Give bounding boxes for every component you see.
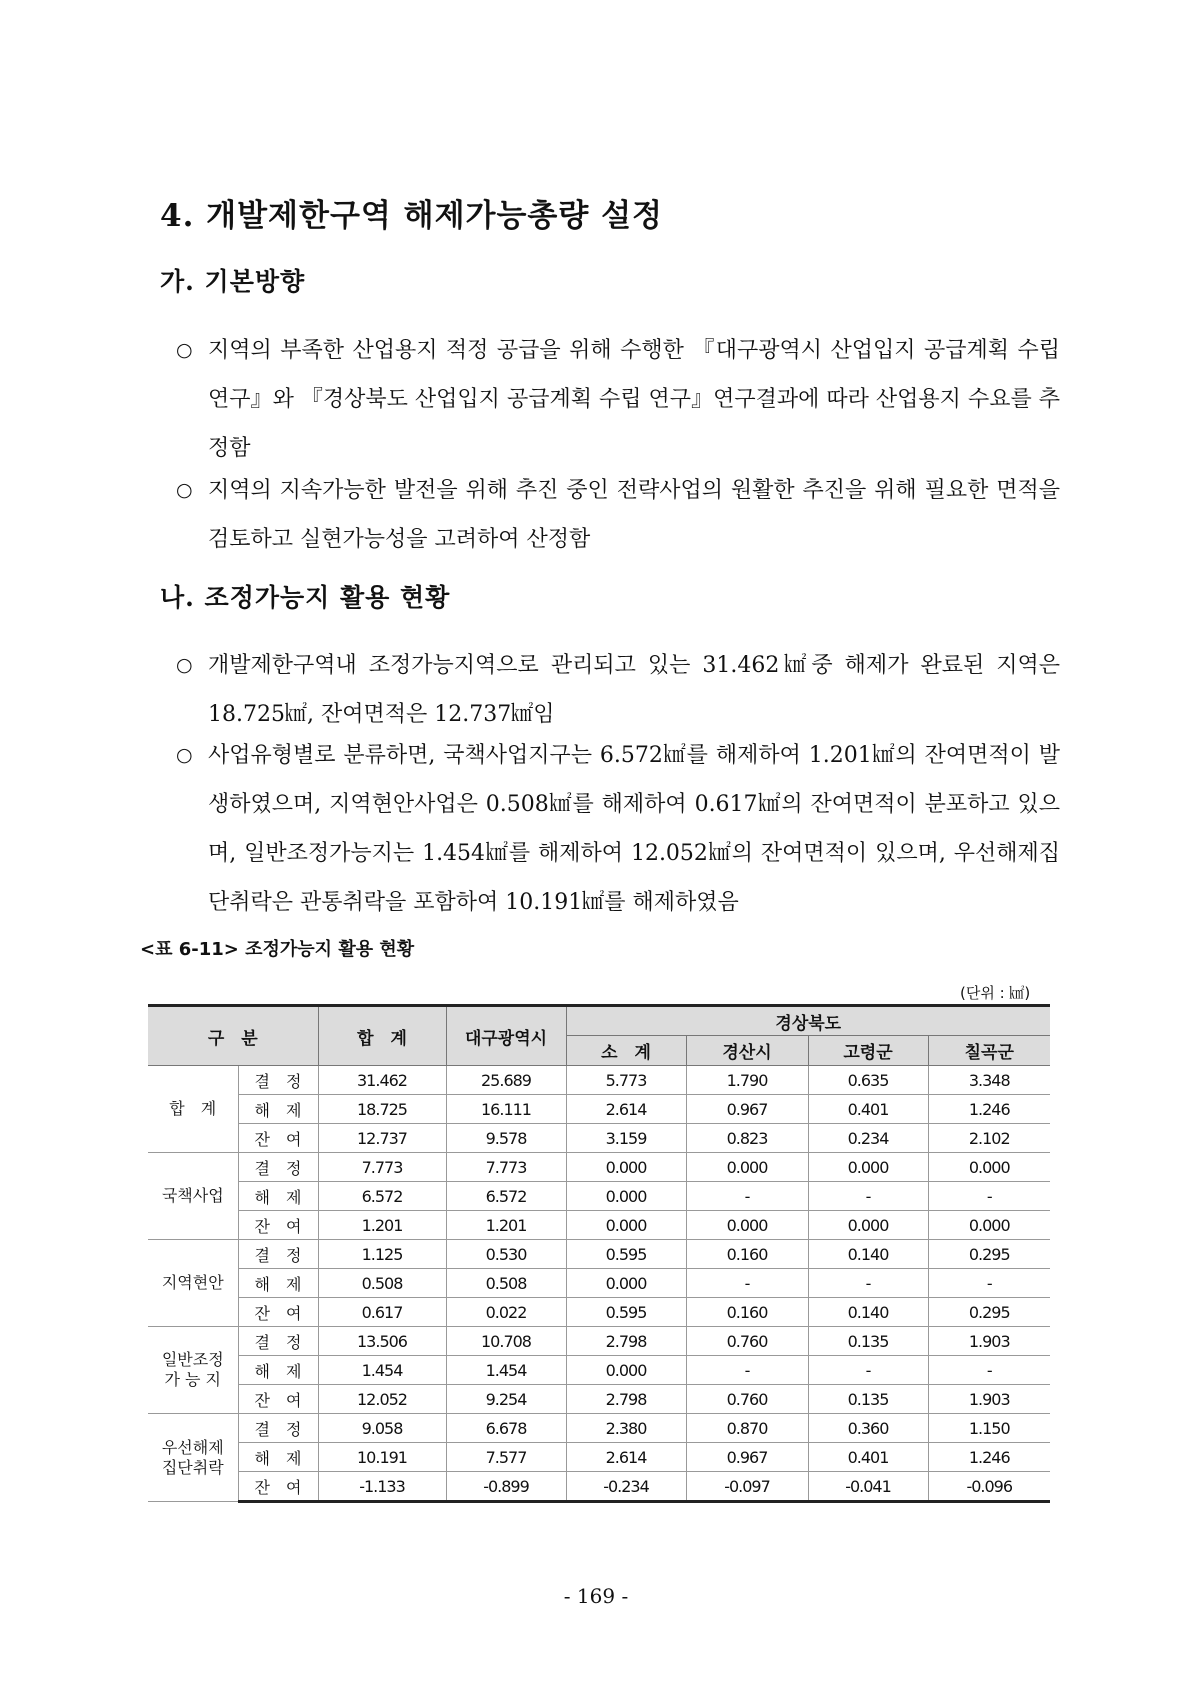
table-cell: 2.380	[566, 1414, 686, 1443]
group-label: 지역현안	[148, 1240, 238, 1327]
table-cell: -	[686, 1182, 808, 1211]
table-row	[148, 1095, 1050, 1124]
table-cell: -	[808, 1269, 928, 1298]
table-cell: 1.201	[318, 1211, 446, 1240]
table-cell: 0.000	[566, 1182, 686, 1211]
bullet-circle: ○	[176, 744, 193, 766]
table-cell: 2.614	[566, 1443, 686, 1472]
table-row	[148, 1240, 1050, 1269]
table-cell: 2.798	[566, 1385, 686, 1414]
table-cell: 1.201	[446, 1211, 566, 1240]
bullet-circle: ○	[176, 479, 193, 501]
header-chilgok: 칠곡군	[928, 1036, 1050, 1066]
table-cell: 1.454	[318, 1356, 446, 1385]
table-cell: 6.572	[446, 1182, 566, 1211]
header-total: 합 계	[318, 1006, 446, 1066]
table-cell: 0.530	[446, 1240, 566, 1269]
table-cell: -0.096	[928, 1472, 1050, 1502]
row-label: 잔 여	[238, 1211, 318, 1240]
group-label: 국책사업	[148, 1153, 238, 1240]
table-cell: 3.348	[928, 1066, 1050, 1095]
table-cell: -	[686, 1356, 808, 1385]
table-cell: 12.737	[318, 1124, 446, 1153]
section-heading: 4. 개발제한구역 해제가능총량 설정	[160, 198, 663, 234]
table-cell: -	[686, 1269, 808, 1298]
table-cell: 2.614	[566, 1095, 686, 1124]
table-cell: -	[928, 1182, 1050, 1211]
table-cell: 9.058	[318, 1414, 446, 1443]
table-row	[148, 1298, 1050, 1327]
table-cell: 1.903	[928, 1385, 1050, 1414]
table-cell: 0.000	[928, 1211, 1050, 1240]
row-label: 해 제	[238, 1269, 318, 1298]
table-cell: 0.000	[808, 1153, 928, 1182]
row-label: 잔 여	[238, 1385, 318, 1414]
page-number: - 169 -	[563, 1584, 629, 1608]
table-cell: 1.790	[686, 1066, 808, 1095]
table-cell: 1.125	[318, 1240, 446, 1269]
table-cell: 6.572	[318, 1182, 446, 1211]
row-label: 잔 여	[238, 1472, 318, 1502]
table-cell: 0.000	[566, 1211, 686, 1240]
table-cell: 1.454	[446, 1356, 566, 1385]
table-cell: -0.899	[446, 1472, 566, 1502]
table-cell: 1.246	[928, 1443, 1050, 1472]
table-cell: 0.967	[686, 1443, 808, 1472]
table-cell: 0.135	[808, 1327, 928, 1356]
table-row	[148, 1356, 1050, 1385]
table-row	[148, 1124, 1050, 1153]
row-label: 해 제	[238, 1095, 318, 1124]
header-gyeongbuk: 경상북도	[566, 1006, 1050, 1036]
table-cell: -0.097	[686, 1472, 808, 1502]
table-row	[148, 1211, 1050, 1240]
paragraph-bullet	[178, 326, 1060, 473]
table-cell: 10.708	[446, 1327, 566, 1356]
table-cell: 0.000	[686, 1153, 808, 1182]
table-cell: 0.000	[928, 1153, 1050, 1182]
header-daegu: 대구광역시	[446, 1006, 566, 1066]
table-cell: 9.578	[446, 1124, 566, 1153]
table-cell: 2.102	[928, 1124, 1050, 1153]
table-cell: 0.760	[686, 1385, 808, 1414]
paragraph-text: 개발제한구역내 조정가능지역으로 관리되고 있는 31.462㎢중 해제가 완료된 지역은 18.725㎢, 잔여면적은 12.737㎢임	[208, 653, 1060, 727]
table-cell: 1.150	[928, 1414, 1050, 1443]
table-cell: 0.295	[928, 1298, 1050, 1327]
row-label: 해 제	[238, 1443, 318, 1472]
table-cell: -0.041	[808, 1472, 928, 1502]
table-row	[148, 1327, 1050, 1356]
header-category: 구 분	[148, 1006, 318, 1066]
table-cell: 0.595	[566, 1298, 686, 1327]
row-label: 해 제	[238, 1182, 318, 1211]
table-cell: 7.773	[318, 1153, 446, 1182]
table-row	[148, 1414, 1050, 1443]
table-cell: 0.000	[686, 1211, 808, 1240]
table-cell: 0.000	[566, 1356, 686, 1385]
group-label: 일반조정 가 능 지	[148, 1327, 238, 1414]
table-cell: 0.360	[808, 1414, 928, 1443]
table-cell: 0.022	[446, 1298, 566, 1327]
table-cell: 12.052	[318, 1385, 446, 1414]
table-cell: 0.160	[686, 1240, 808, 1269]
subsection-title-usage-status: 나. 조정가능지 활용 현황	[160, 583, 451, 612]
table-cell: 25.689	[446, 1066, 566, 1095]
table-row	[148, 1182, 1050, 1211]
row-label: 잔 여	[238, 1124, 318, 1153]
table-cell: -	[928, 1356, 1050, 1385]
paragraph-text: 사업유형별로 분류하면, 국책사업지구는 6.572㎢를 해제하여 1.201㎢의 잔여면적이 발생하였으며, 지역현안사업은 0.508㎢를 해제하여 0.617㎢의 잔여면적이 분포하고 있으며, 일반조정가능지는 1.454㎢를 해제하여 12.052㎢의 잔여면적이 있으며, 우선해제집단취락은 관통취락을 포함하여 10.191㎢를 해제하였음	[208, 743, 1060, 915]
row-label: 결 정	[238, 1153, 318, 1182]
table-cell: 0.295	[928, 1240, 1050, 1269]
paragraph-text: 지역의 지속가능한 발전을 위해 추진 중인 전략사업의 원활한 추진을 위해 필요한 면적을 검토하고 실현가능성을 고려하여 산정함	[208, 478, 1060, 552]
table-cell: 0.401	[808, 1095, 928, 1124]
paragraph-bullet	[178, 466, 1060, 564]
table-cell: 13.506	[318, 1327, 446, 1356]
table-cell: -	[808, 1182, 928, 1211]
table-cell: 31.462	[318, 1066, 446, 1095]
table-cell: 7.577	[446, 1443, 566, 1472]
paragraph-bullet	[178, 731, 1060, 927]
table-cell: 0.401	[808, 1443, 928, 1472]
table-cell: 5.773	[566, 1066, 686, 1095]
bullet-circle: ○	[176, 654, 193, 676]
table-cell: 0.870	[686, 1414, 808, 1443]
group-label: 합 계	[148, 1066, 238, 1153]
table-unit: (단위 : ㎢)	[960, 984, 1031, 1002]
table-cell: 0.234	[808, 1124, 928, 1153]
subsection-title-basic-direction: 가. 기본방향	[160, 267, 306, 296]
data-table	[148, 1004, 1050, 1503]
table-row	[148, 1472, 1050, 1502]
table-cell: -	[928, 1269, 1050, 1298]
table-cell: 9.254	[446, 1385, 566, 1414]
table-cell: 0.967	[686, 1095, 808, 1124]
table-cell: 6.678	[446, 1414, 566, 1443]
table-cell: 2.798	[566, 1327, 686, 1356]
table-cell: 0.000	[808, 1211, 928, 1240]
row-label: 해 제	[238, 1356, 318, 1385]
table-cell: 0.508	[446, 1269, 566, 1298]
table-cell: 0.508	[318, 1269, 446, 1298]
bullet-circle: ○	[176, 339, 193, 361]
row-label: 결 정	[238, 1414, 318, 1443]
table-cell: 18.725	[318, 1095, 446, 1124]
table-cell: 0.140	[808, 1240, 928, 1269]
table-cell: 0.140	[808, 1298, 928, 1327]
paragraph-text: 지역의 부족한 산업용지 적정 공급을 위해 수행한 『대구광역시 산업입지 공급계획 수립 연구』와 『경상북도 산업입지 공급계획 수립 연구』연구결과에 따라 산업용지 수요를 추정함	[208, 338, 1060, 461]
group-label: 우선해제 집단취락	[148, 1414, 238, 1502]
table-cell: -0.234	[566, 1472, 686, 1502]
header-goryeong: 고령군	[808, 1036, 928, 1066]
table-cell: 0.595	[566, 1240, 686, 1269]
row-label: 결 정	[238, 1066, 318, 1095]
row-label: 잔 여	[238, 1298, 318, 1327]
table-cell: 0.000	[566, 1269, 686, 1298]
row-label: 결 정	[238, 1240, 318, 1269]
table-cell: 3.159	[566, 1124, 686, 1153]
table-cell: 10.191	[318, 1443, 446, 1472]
table-cell: -	[808, 1356, 928, 1385]
paragraph-bullet	[178, 641, 1060, 739]
row-label: 결 정	[238, 1327, 318, 1356]
table-cell: 1.903	[928, 1327, 1050, 1356]
table-cell: 0.135	[808, 1385, 928, 1414]
table-cell: 0.160	[686, 1298, 808, 1327]
table-row	[148, 1385, 1050, 1414]
table-cell: 0.635	[808, 1066, 928, 1095]
table-cell: 0.823	[686, 1124, 808, 1153]
header-subtotal: 소 계	[566, 1036, 686, 1066]
table-row	[148, 1066, 1050, 1095]
table-row	[148, 1269, 1050, 1298]
header-gyeongsan: 경산시	[686, 1036, 808, 1066]
table-cell: -1.133	[318, 1472, 446, 1502]
table-cell: 0.760	[686, 1327, 808, 1356]
table-cell: 0.000	[566, 1153, 686, 1182]
table-cell: 0.617	[318, 1298, 446, 1327]
table-row	[148, 1153, 1050, 1182]
table-cell: 16.111	[446, 1095, 566, 1124]
table-caption: <표 6-11> 조정가능지 활용 현황	[140, 939, 415, 960]
table-cell: 1.246	[928, 1095, 1050, 1124]
table-row	[148, 1443, 1050, 1472]
table-cell: 7.773	[446, 1153, 566, 1182]
